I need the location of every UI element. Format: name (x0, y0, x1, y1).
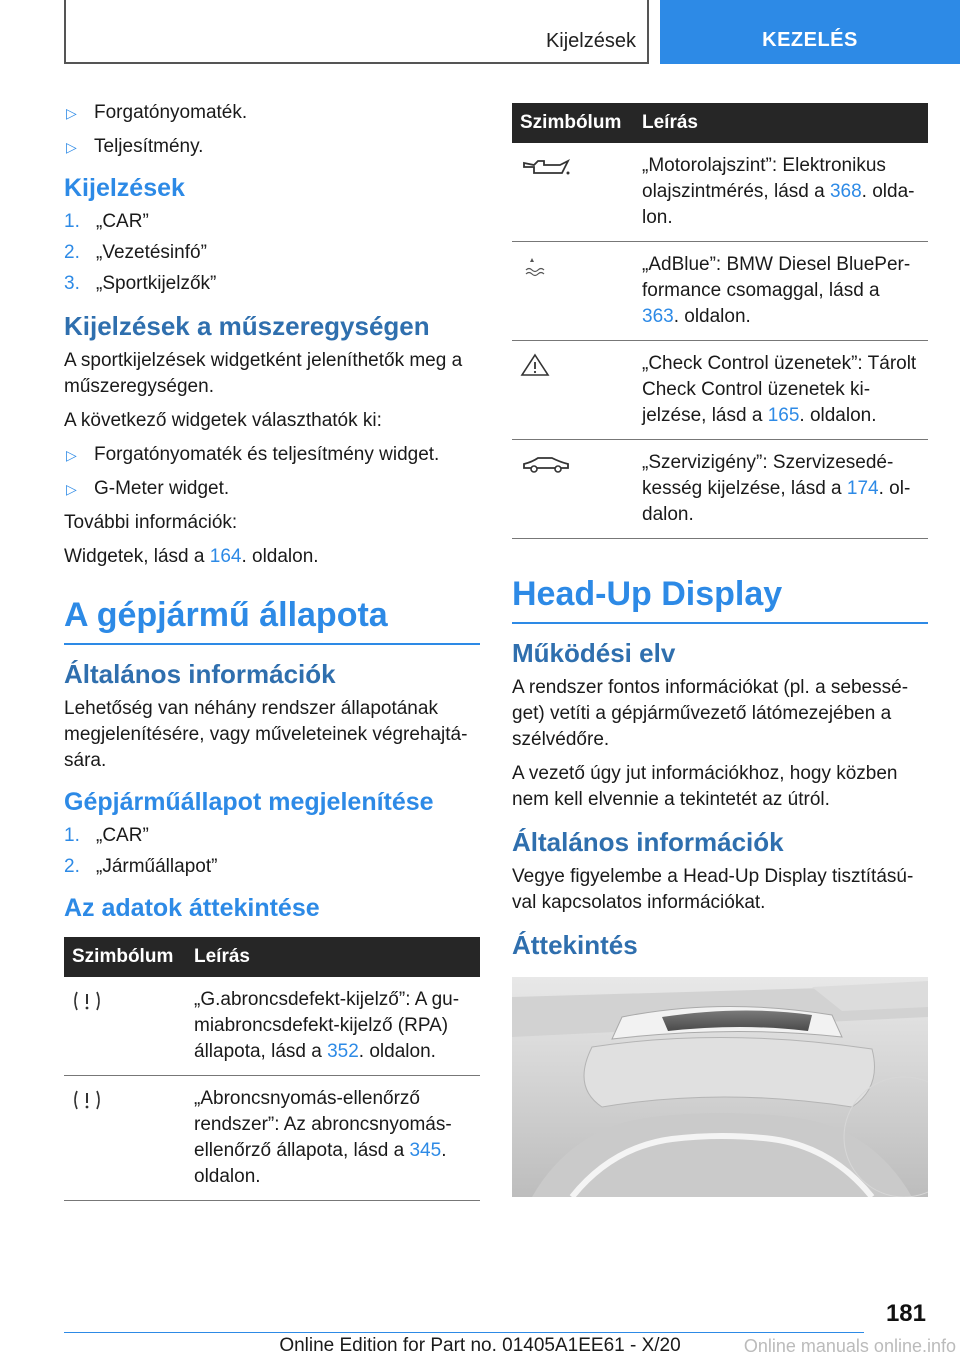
table-row: „Check Control üzenetek”: Tárolt Check Control üzenetek kijelzése, lásd a 165. oldalon. (512, 341, 928, 440)
paragraph: Vegye figyelembe a Head-Up Display tisztításúval kapcsolatos információkat. (512, 866, 914, 913)
paragraph: A következő widgetek választhatók ki: (64, 410, 382, 431)
heading-head-up-display: Head-Up Display (512, 575, 928, 624)
symbol-table-right (512, 103, 928, 539)
page-link[interactable]: 368 (829, 181, 862, 202)
page-link[interactable]: 352 (327, 1041, 359, 1062)
service-car-icon (520, 452, 572, 476)
numbered-list-kijelzesek (64, 209, 480, 297)
left-column (64, 100, 480, 1201)
table-row: „AdBlue”: BMW Diesel BluePerformance csomaggal, lásd a 363. oldalon. (512, 242, 928, 341)
list-item: ▷ G-Meter widget. (64, 476, 480, 502)
paragraph-widgets-ref: Widgetek, lásd a 164. oldalon. (64, 546, 319, 567)
heading-mukodesi-elv: Működési elv (512, 638, 676, 668)
table-row: „G.abroncsdefekt-kijelző”: A gumiabroncsdefekt-kijelző (RPA) állapota, lásd a 352. oldalon. (64, 977, 480, 1076)
list-item: 2. „Járműállapot” (64, 856, 218, 877)
bullet-list-top (64, 100, 480, 160)
head-up-display-illustration (512, 977, 928, 1197)
footer-divider (64, 1332, 864, 1333)
numbered-list-megjelenites (64, 823, 480, 880)
heading-altalanos: Általános információk (64, 659, 336, 689)
list-item: 1. „CAR” (64, 825, 149, 846)
heading-kijelzesek: Kijelzések (64, 174, 185, 202)
page-link[interactable]: 363 (642, 306, 674, 327)
bullet-list-widgets (64, 442, 480, 502)
table-row: „Szervizigény”: Szervizesedékesség kijelzése, lásd a 174. oldalon. (512, 440, 928, 539)
adblue-icon (520, 254, 550, 278)
column-header: Leírás (634, 103, 928, 143)
triangle-bullet-icon: ▷ (66, 139, 77, 155)
right-column (512, 103, 928, 1197)
warning-triangle-icon (520, 353, 550, 377)
column-header: Szimbólum (512, 103, 634, 143)
paragraph: A sportkijelzések widgetként jeleníthetők meg a műszeregységen. (64, 350, 463, 397)
triangle-bullet-icon: ▷ (66, 481, 77, 497)
tire-pressure-warning-icon (72, 989, 102, 1013)
heading-altalanos-hud: Általános információk (512, 827, 784, 857)
tire-pressure-monitor-icon (72, 1088, 102, 1112)
column-header: Szimbólum (64, 937, 186, 977)
list-item: ▷ Forgatónyomaték és teljesítmény widget. (64, 442, 480, 468)
list-item: ▷ Teljesítmény. (64, 134, 480, 160)
column-header: Leírás (186, 937, 480, 977)
list-item: 3. „Sportkijelzők” (64, 273, 217, 294)
heading-gepjarmu-allapota: A gépjármű állapota (64, 596, 480, 645)
paragraph: A vezető úgy jut információkhoz, hogy közben nem kell elvennie a tekintetét az útról. (512, 763, 898, 810)
symbol-table-left (64, 937, 480, 1201)
paragraph: Lehetőség van néhány rendszer állapotának megjelenítésére, vagy műveleteinek végrehajtására. (64, 698, 468, 771)
page-link[interactable]: 345 (409, 1140, 442, 1161)
triangle-bullet-icon: ▷ (66, 447, 77, 463)
heading-attekintes: Az adatok áttekintése (64, 894, 320, 922)
paragraph: További információk: (64, 512, 238, 533)
page-number: 181 (885, 1300, 926, 1327)
header-section-title: Kijelzések (545, 30, 636, 52)
table-row: „Abroncsnyomás-ellenőrző rendszer”: Az abroncsnyomás-ellenőrző állapota, lásd a 345. oldalon. (64, 1076, 480, 1201)
page-link[interactable]: 174 (846, 478, 879, 499)
heading-megjelenites: Gépjárműállapot megjelenítése (64, 788, 434, 816)
header-chapter-tab: KEZELÉS (660, 0, 960, 64)
head-up-display-photo (512, 977, 928, 1197)
page-link[interactable]: 164 (209, 546, 242, 567)
paragraph: A rendszer fontos információkat (pl. a sebességet) vetíti a gépjárművezető látómezejében a szélvédőre. (512, 677, 909, 750)
page-link[interactable]: 165 (767, 405, 800, 426)
list-item: 2. „Vezetésinfó” (64, 242, 207, 263)
footer-edition: Online Edition for Part no. 01405A1EE61 - X/20 (279, 1335, 681, 1356)
list-item: ▷ Forgatónyomaték. (64, 100, 480, 126)
heading-muszeregyseg: Kijelzések a műszeregységen (64, 311, 430, 341)
heading-attekintes-hud: Áttekintés (512, 930, 638, 960)
table-row: „Motorolajszint”: Elektronikus olajszintmérés, lásd a 368. oldalon. (512, 143, 928, 242)
list-item: 1. „CAR” (64, 211, 149, 232)
triangle-bullet-icon: ▷ (66, 105, 77, 121)
oil-can-icon (520, 155, 572, 179)
footer-watermark: Online manuals online.info (743, 1336, 956, 1356)
